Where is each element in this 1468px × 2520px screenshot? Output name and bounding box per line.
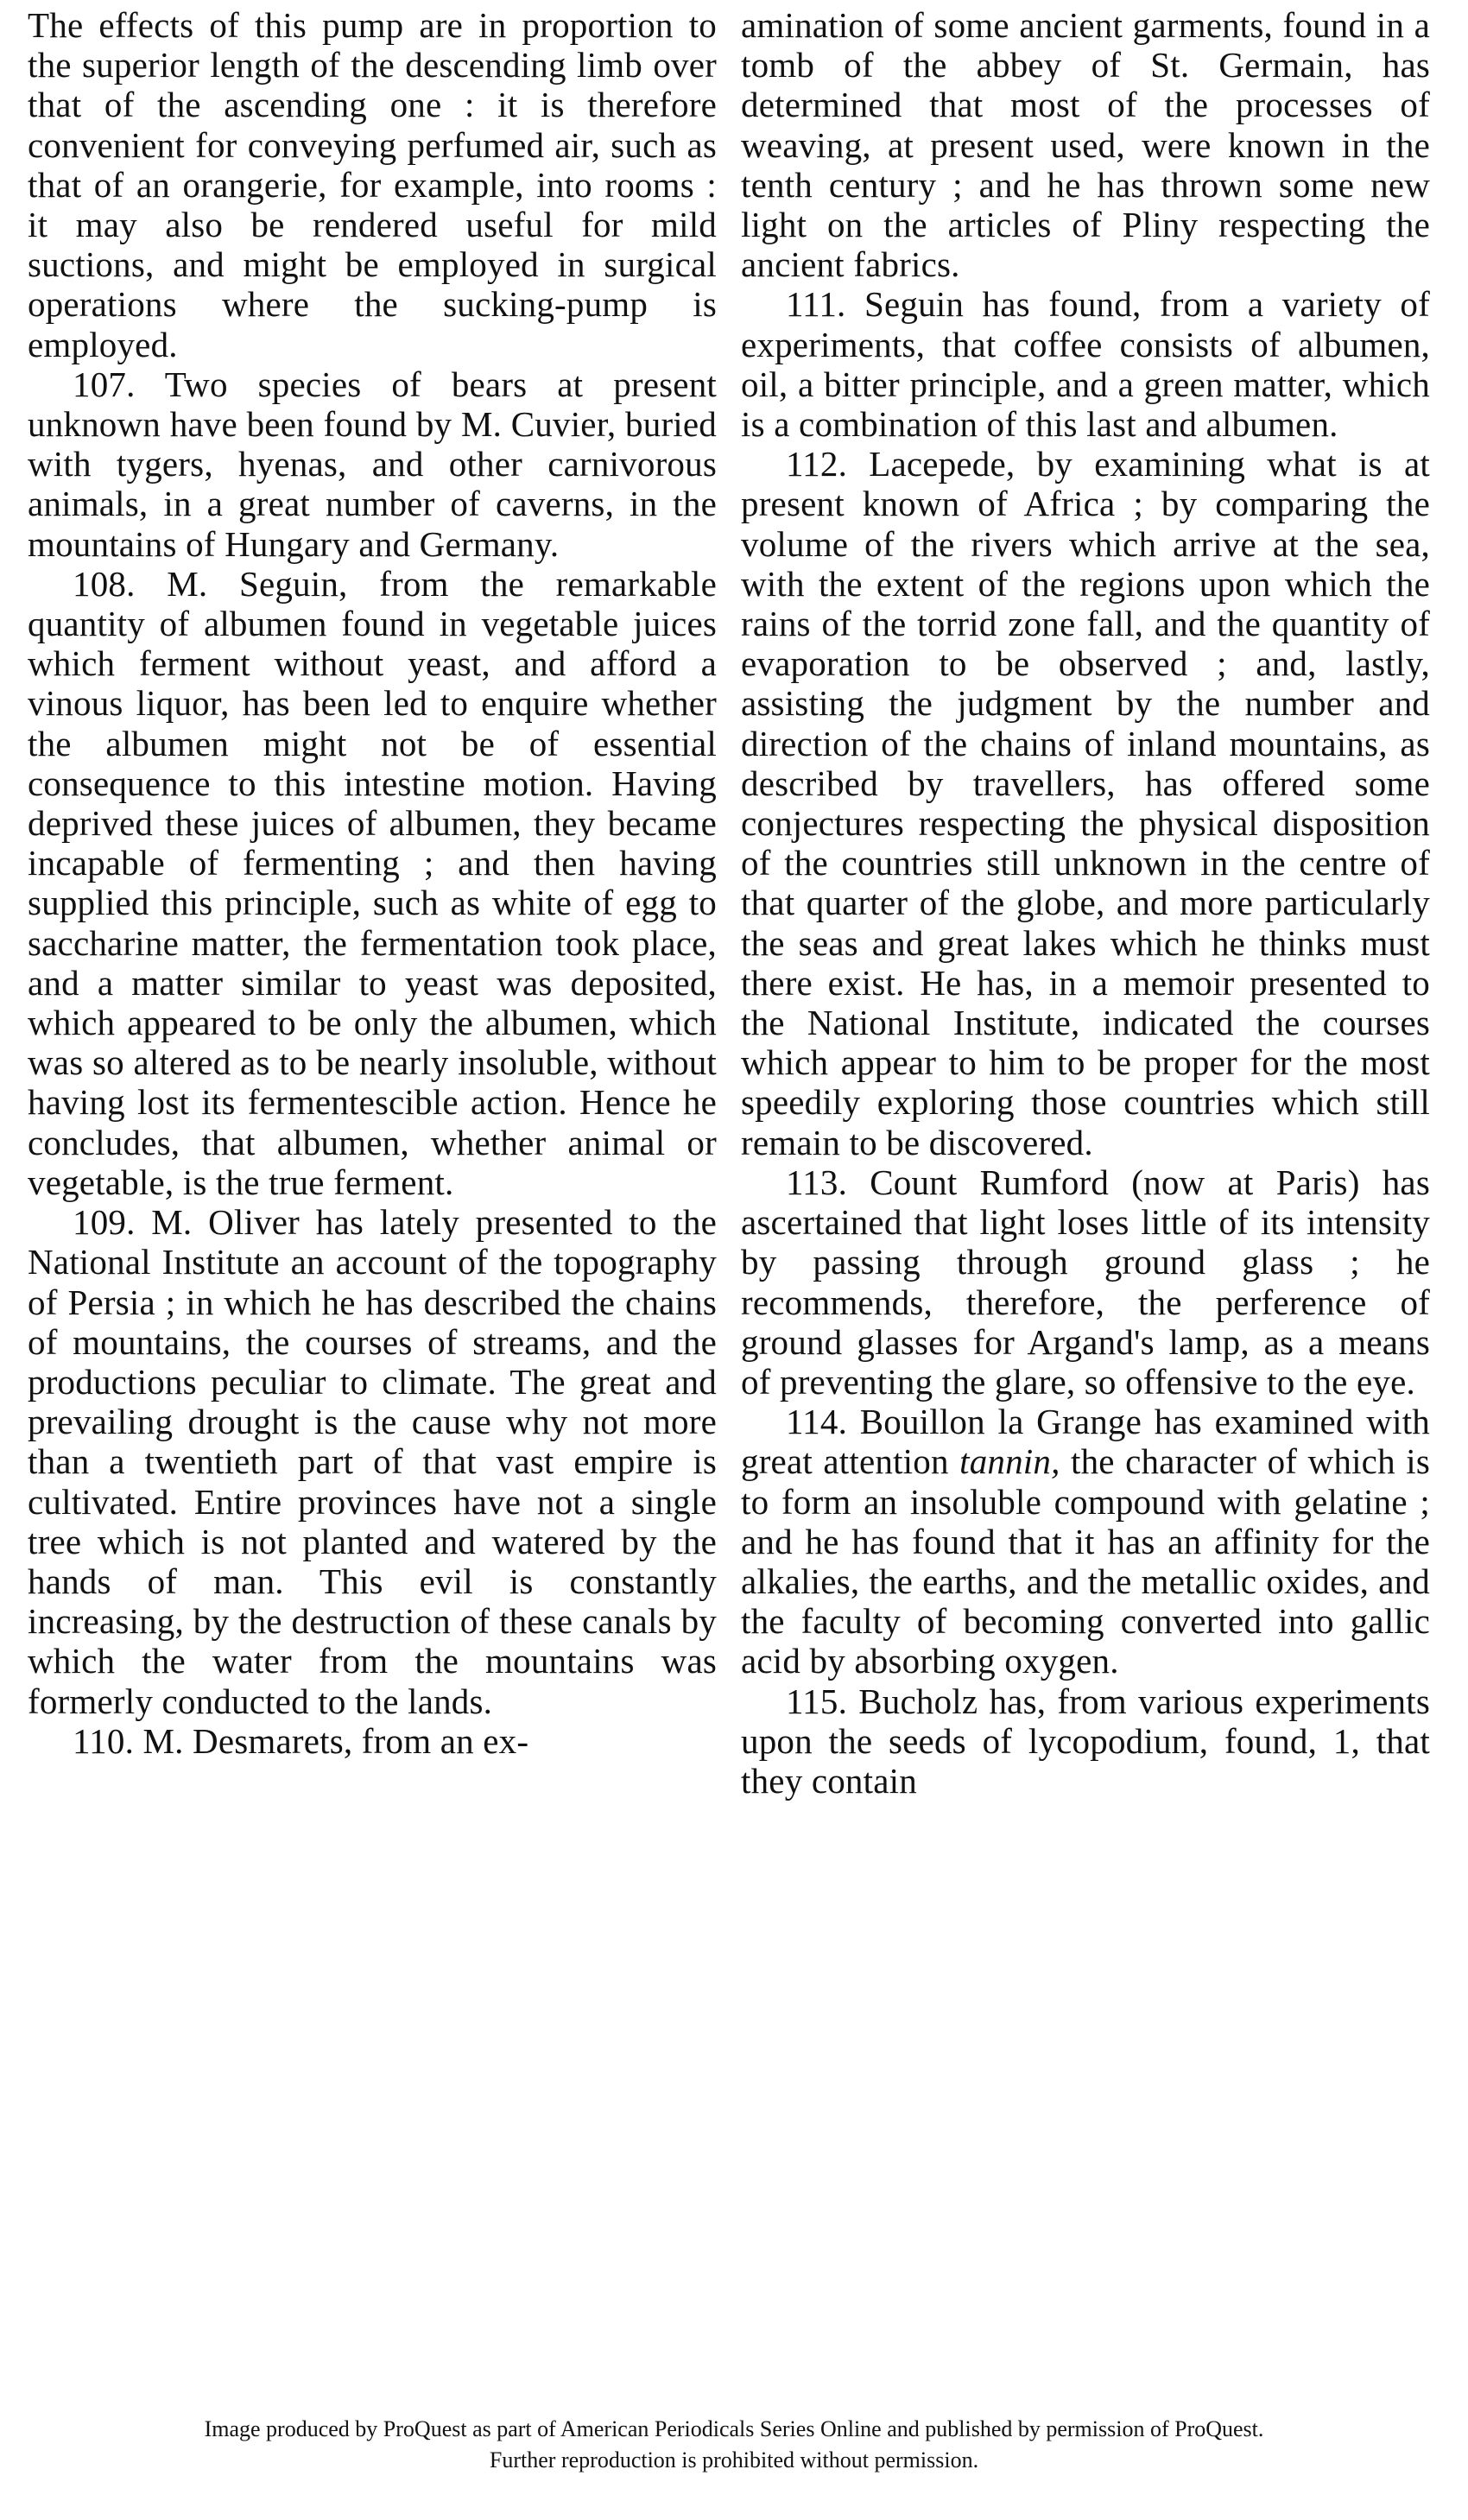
paragraph-110-end: amination of some ancient garments, found in a tomb of the abbey of St. Germain, has determined that most of the processes of weaving, at present used, were known in the tenth century ; and he has thrown some new light on the articles of Pliny respecting the ancient fabrics. <box>741 5 1430 285</box>
footer-line-1: Image produced by ProQuest as part of American Periodicals Series Online and published by permission of ProQuest. <box>204 2416 1264 2441</box>
paragraph-114-italic-term: tannin, <box>959 1441 1060 1482</box>
paragraph-pump-effects: The effects of this pump are in proportion to the superior length of the descending limb over that of the ascending one : it is therefore convenient for conveying perfumed air, such as that of an orangerie, for example, into rooms : it may also be rendered useful for mild suctions, and might be employed in surgical operations where the sucking-pump is employed. <box>28 5 717 364</box>
paragraph-109: 109. M. Oliver has lately presented to the National Institute an account of the topography of Persia ; in which he has described the chains of mountains, the courses of streams, and the productions peculiar to climate. The great and prevailing drought is the cause why not more than a twentieth part of that vast empire is cultivated. Entire provinces have not a single tree which is not planted and watered by the hands of man. This evil is constantly increasing, by the destruction of these canals by which the water from the mountains was formerly conducted to the lands. <box>28 1202 717 1721</box>
paragraph-111: 111. Seguin has found, from a variety of experiments, that coffee consists of albumen, oil, a bitter principle, and a green matter, which is a combination of this last and albumen. <box>741 284 1430 445</box>
left-text-column <box>28 5 717 1761</box>
right-text-column <box>741 5 1430 1801</box>
paragraph-107: 107. Two species of bears at present unknown have been found by M. Cuvier, buried with tygers, hyenas, and other carnivorous animals, in a great number of caverns, in the mountains of Hungary and Germany. <box>28 364 717 564</box>
paragraph-112: 112. Lacepede, by examining what is at present known of Africa ; by comparing the volume of the rivers which arrive at the sea, with the extent of the regions upon which the rains of the torrid zone fall, and the quantity of evaporation to be observed ; and, lastly, assisting the judgment by the number and direction of the chains of inland mountains, as described by travellers, has offered some conjectures respecting the physical disposition of the countries still unknown in the centre of that quarter of the globe, and more particularly the seas and great lakes which he thinks must there exist. He has, in a memoir presented to the National Institute, indicated the courses which appear to him to be proper for the most speedily exploring those countries which still remain to be discovered. <box>741 444 1430 1162</box>
paragraph-114 <box>741 1402 1430 1681</box>
footer-line-2: Further reproduction is prohibited without permission. <box>489 2447 979 2473</box>
permission-footer <box>0 2414 1468 2476</box>
paragraph-113: 113. Count Rumford (now at Paris) has ascertained that light loses little of its intensity by passing through ground glass ; he recommends, therefore, the perference of ground glasses for Argand's lamp, as a means of preventing the glare, so offensive to the eye. <box>741 1162 1430 1402</box>
paragraph-108: 108. M. Seguin, from the remarkable quantity of albumen found in vegetable juices which ferment without yeast, and afford a vinous liquor, has been led to enquire whether the albumen might not be of essential consequence to this intestine motion. Having deprived these juices of albumen, they became incapable of fermenting ; and then having supplied this principle, such as white of egg to saccharine matter, the fermentation took place, and a matter similar to yeast was deposited, which appeared to be only the albumen, which was so altered as to be nearly insoluble, without having lost its fermentescible action. Hence he concludes, that albumen, whether animal or vegetable, is the true ferment. <box>28 563 717 1202</box>
paragraph-110-start: 110. M. Desmarets, from an ex- <box>73 1720 529 1761</box>
paragraph-115: 115. Bucholz has, from various experiments upon the seeds of lycopodium, found, 1, that they contain <box>741 1681 1430 1801</box>
paragraph-114-text-before: 114. Bouillon la Grange has examined with great attention <box>741 1402 1430 1482</box>
paragraph-114-text-after: the character of which is to form an insoluble compound with gelatine ; and he has found that it has an affinity for the alkalies, the earths, and the metallic oxides, and the faculty of becoming converted into gallic acid by absorbing oxygen. <box>741 1441 1430 1681</box>
